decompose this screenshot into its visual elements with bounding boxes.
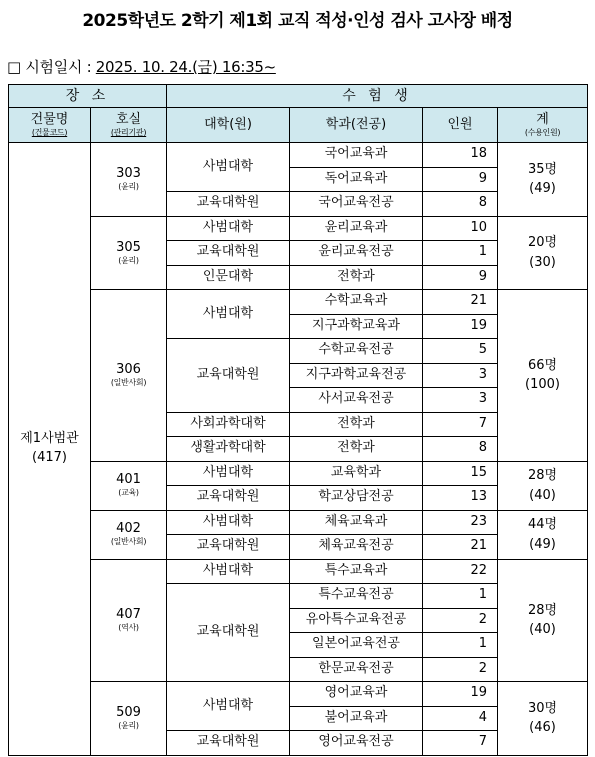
room-cell	[91, 290, 167, 462]
college-cell: 교육대학원	[167, 192, 290, 217]
room-number: 401	[116, 472, 141, 488]
count-cell: 7	[423, 412, 498, 437]
dept-cell: 윤리교육전공	[290, 241, 423, 266]
header-count: 인원	[423, 108, 498, 143]
college-cell: 사범대학	[167, 143, 290, 192]
table-row	[9, 143, 588, 168]
count-cell: 8	[423, 437, 498, 462]
header-dept: 학과(전공)	[290, 108, 423, 143]
header-total: 계 (수용인원)	[498, 108, 588, 143]
dept-cell: 수학교육전공	[290, 339, 423, 364]
header-examinee: 수 험 생	[167, 85, 588, 108]
college-cell: 생활과학대학	[167, 437, 290, 462]
dept-cell: 한문교육전공	[290, 657, 423, 682]
room-capacity: (40)	[529, 622, 556, 638]
college-cell: 교육대학원	[167, 731, 290, 756]
dept-cell: 영어교육전공	[290, 731, 423, 756]
header-building: 건물명 (건물코드)	[9, 108, 91, 143]
room-total: 44명	[527, 517, 558, 532]
room-total: 30명	[527, 700, 558, 716]
count-cell: 13	[423, 486, 498, 511]
count-cell: 9	[423, 167, 498, 192]
count-cell: 19	[423, 682, 498, 707]
college-cell: 교육대학원	[167, 535, 290, 560]
college-cell: 사범대학	[167, 559, 290, 584]
room-agency: (윤리)	[118, 721, 139, 731]
room-total: 28명	[527, 468, 558, 483]
room-agency: (교육)	[118, 488, 139, 498]
count-cell: 3	[423, 363, 498, 388]
dept-cell: 특수교육전공	[290, 584, 423, 609]
room-number: 509	[116, 705, 141, 721]
room-cell	[91, 216, 167, 290]
count-cell: 21	[423, 535, 498, 560]
header-place: 장 소	[9, 85, 167, 108]
dept-cell: 전학과	[290, 412, 423, 437]
room-agency: (일반사회)	[110, 537, 147, 547]
dept-cell: 지구과학교육전공	[290, 363, 423, 388]
college-cell: 사범대학	[167, 461, 290, 486]
count-cell: 19	[423, 314, 498, 339]
assignment-table	[8, 84, 588, 756]
count-cell: 1	[423, 241, 498, 266]
total-cell	[498, 216, 588, 290]
exam-datetime	[7, 56, 276, 77]
count-cell: 23	[423, 510, 498, 535]
room-agency: (윤리)	[118, 182, 139, 192]
room-total: 20명	[527, 235, 558, 251]
room-cell	[91, 559, 167, 682]
exam-date: 2025. 10. 24.(금) 16:35~	[95, 58, 276, 76]
room-capacity: (49)	[529, 536, 556, 552]
dept-cell: 전학과	[290, 265, 423, 290]
dept-cell: 일본어교육전공	[290, 633, 423, 658]
college-cell: 사범대학	[167, 682, 290, 731]
dept-cell: 불어교육과	[290, 706, 423, 731]
count-cell: 10	[423, 216, 498, 241]
room-cell	[91, 143, 167, 217]
room-agency: (일반사회)	[110, 378, 147, 388]
college-cell: 사회과학대학	[167, 412, 290, 437]
room-capacity: (40)	[529, 487, 556, 503]
college-cell: 사범대학	[167, 510, 290, 535]
room-cell	[91, 510, 167, 559]
room-agency: (윤리)	[118, 255, 139, 265]
room-capacity: (100)	[525, 377, 560, 393]
dept-cell: 국어교육전공	[290, 192, 423, 217]
dept-cell: 교육학과	[290, 461, 423, 486]
room-number: 305	[116, 239, 141, 255]
total-cell	[498, 143, 588, 217]
count-cell: 4	[423, 706, 498, 731]
college-cell: 사범대학	[167, 216, 290, 241]
room-number: 402	[116, 521, 141, 537]
room-capacity: (49)	[529, 181, 556, 197]
table-row	[9, 559, 588, 584]
room-number: 303	[116, 166, 141, 182]
dept-cell: 학교상담전공	[290, 486, 423, 511]
room-cell	[91, 461, 167, 510]
dept-cell: 사서교육전공	[290, 388, 423, 413]
building-name: 제1사범관	[20, 430, 79, 446]
total-cell	[498, 510, 588, 559]
table-row	[9, 682, 588, 707]
table-row	[9, 510, 588, 535]
table-row	[9, 461, 588, 486]
count-cell: 1	[423, 584, 498, 609]
dept-cell: 체육교육전공	[290, 535, 423, 560]
dept-cell: 수학교육과	[290, 290, 423, 315]
total-cell	[498, 290, 588, 462]
count-cell: 3	[423, 388, 498, 413]
exam-label: □ 시험일시 :	[7, 58, 96, 76]
count-cell: 15	[423, 461, 498, 486]
count-cell: 2	[423, 608, 498, 633]
page-title: 2025학년도 2학기 제1회 교직 적성·인성 검사 고사장 배정	[82, 11, 513, 31]
building-cell	[9, 143, 91, 756]
dept-cell: 영어교육과	[290, 682, 423, 707]
total-cell	[498, 461, 588, 510]
college-cell: 교육대학원	[167, 339, 290, 413]
college-cell: 인문대학	[167, 265, 290, 290]
total-cell	[498, 559, 588, 682]
room-cell	[91, 682, 167, 756]
count-cell: 8	[423, 192, 498, 217]
college-cell: 교육대학원	[167, 241, 290, 266]
room-total: 35명	[527, 161, 558, 177]
building-capacity: (417)	[32, 449, 67, 465]
table-row	[9, 290, 588, 315]
count-cell: 18	[423, 143, 498, 168]
header-room: 호실 (관리기관)	[91, 108, 167, 143]
room-number: 306	[116, 362, 141, 378]
count-cell: 1	[423, 633, 498, 658]
dept-cell: 윤리교육과	[290, 216, 423, 241]
dept-cell: 국어교육과	[290, 143, 423, 168]
count-cell: 2	[423, 657, 498, 682]
count-cell: 7	[423, 731, 498, 756]
count-cell: 5	[423, 339, 498, 364]
room-number: 407	[116, 607, 141, 623]
dept-cell: 유아특수교육전공	[290, 608, 423, 633]
dept-cell: 체육교육과	[290, 510, 423, 535]
room-capacity: (30)	[529, 254, 556, 270]
total-cell	[498, 682, 588, 756]
table-row	[9, 216, 588, 241]
college-cell: 교육대학원	[167, 486, 290, 511]
dept-cell: 전학과	[290, 437, 423, 462]
count-cell: 22	[423, 559, 498, 584]
dept-cell: 지구과학교육과	[290, 314, 423, 339]
room-capacity: (46)	[529, 720, 556, 736]
header-college: 대학(원)	[167, 108, 290, 143]
dept-cell: 특수교육과	[290, 559, 423, 584]
room-agency: (역사)	[118, 623, 139, 633]
count-cell: 9	[423, 265, 498, 290]
dept-cell: 독어교육과	[290, 167, 423, 192]
college-cell: 사범대학	[167, 290, 290, 339]
room-total: 28명	[527, 602, 558, 618]
room-total: 66명	[527, 357, 558, 373]
college-cell: 교육대학원	[167, 584, 290, 682]
count-cell: 21	[423, 290, 498, 315]
